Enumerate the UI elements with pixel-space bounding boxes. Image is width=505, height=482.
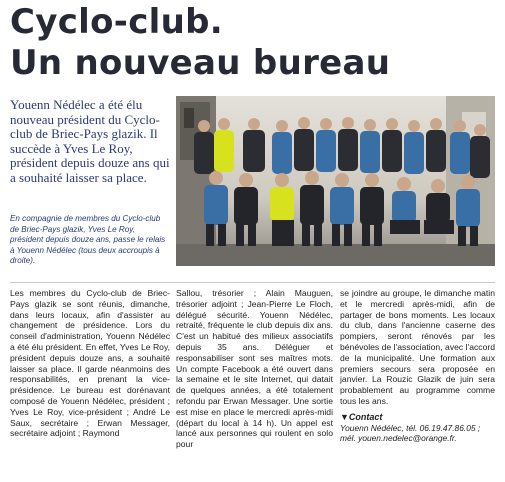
contact-heading: ▼Contact: [340, 412, 383, 422]
headline-line-1: Cyclo-club.: [10, 2, 223, 42]
body-column-3: se joindre au groupe, le dimanche matin et le mercredi après-midi, afin de partager de bons moments. Les locaux du club, dans l'ancienne caserne des pompiers, seront rénovés par les bénévoles de l'association, avec l'accord de la municipalité. Une formation aux premiers secours sera proposée en janvier. La Rouzic Glazik de juin sera probablement au programme comme tous les ans.: [340, 288, 495, 406]
body-column-1: Les membres du Cyclo-club de Briec-Pays glazik se sont réunis, dimanche, dans leurs locaux, afin d'assister au changement de présidence. Lors du conseil d'administration, Youenn Nédélec a été élu président. En effet, Yves Le Roy, président depuis douze ans, a souhaité laisser sa place. Il garde néanmoins des responsabilités, en prenant la vice-présidence. Le bureau est dorénavant composé de Youenn Nédélec, président ; Yves Le Roy, vice-président ; André Le Saux, secrétaire ; Erwan Messager, secrétaire adjoint ; Raymond: [10, 288, 170, 439]
section-divider: [10, 282, 495, 283]
photo-caption: En compagnie de membres du Cyclo-club de Briec-Pays glazik, Yves Le Roy, président depuis douze ans, passe le relais à Youenn Nédélec (tous deux accroupis à droite).: [10, 214, 166, 266]
contact-email: mél. youen.nedelec@orange.fr.: [340, 433, 457, 443]
headline-line-2: Un nouveau bureau: [10, 43, 391, 83]
contact-phone: Youenn Nédélec, tél. 06.19.47.86.05 ;: [340, 423, 481, 433]
body-column-2: Sallou, trésorier ; Alain Mauguen, trésorier adjoint ; Jean-Pierre Le Floch, délégué sécurité. Youenn Nédélec, retraité, fréquente le club depuis dix ans. C'est un habitué des milieux associatifs depuis 35 ans. Déléguer et responsabiliser sont ses maîtres mots. Un compte Facebook a été ouvert dans la semaine et le site Internet, qui datait de quelques années, a été totalement refondu par Erwan Messager. Une sortie est mise en place le mercredi après-midi (départ du local à 14 h). Un appel est lancé aux personnes qui roulent en solo pour: [176, 288, 333, 450]
headline: [10, 2, 490, 84]
group-photo: [176, 96, 495, 266]
lede: Youenn Nédélec a été élu nouveau président du Cyclo-club de Briec-Pays glazik. Il succède à Yves Le Roy, président depuis douze ans qui a souhaité laisser sa place.: [10, 97, 170, 185]
